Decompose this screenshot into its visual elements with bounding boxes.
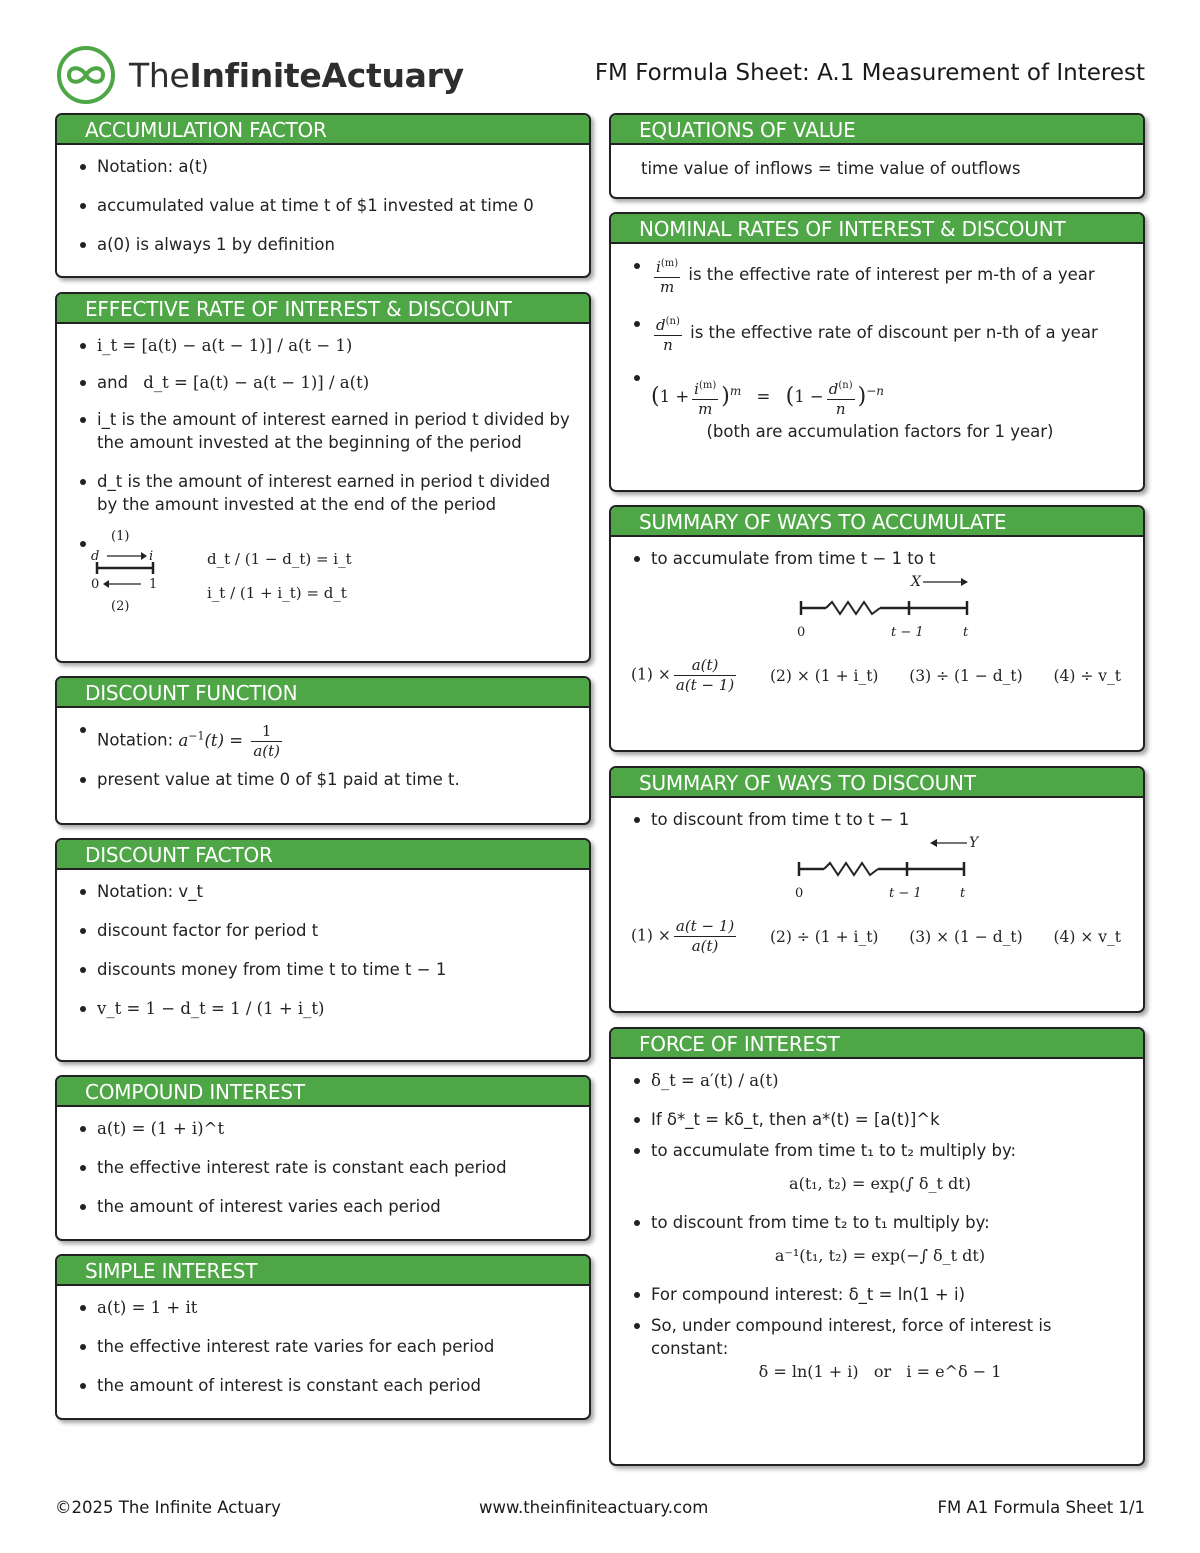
equations-of-value-card [609,113,1145,199]
list-item: the amount of interest is constant each period [77,1374,575,1397]
force-of-interest-card [609,1027,1145,1466]
list-item: the amount of interest varies each period [77,1195,575,1218]
nominal-rates-card [609,212,1145,492]
method-3: (3) ÷ (1 − d_t) [909,666,1023,685]
page-number: FM A1 Formula Sheet 1/1 [937,1498,1145,1517]
discount-factor-card [55,838,591,1062]
card-title: EQUATIONS OF VALUE [611,115,1143,145]
list-item: d_t is the amount of interest earned in period t divided by the amount invested at the end of the period [77,470,575,516]
nominal-interest-desc: is the effective rate of interest per m-th of a year [688,265,1095,284]
timeline-label-t: t [963,625,969,640]
method-1-fraction: $\frac{a(t)}{a(t - 1)}$ [675,656,735,694]
card-title: DISCOUNT FUNCTION [57,678,589,708]
timeline-label-t-1: t − 1 [891,625,924,640]
list-item: to accumulate from time t₁ to t₂ multiply by: [631,1139,1129,1162]
discount-methods [631,917,1129,956]
list-item [631,254,1129,296]
website-link[interactable]: www.theinfiniteactuary.com [479,1498,709,1517]
frac-i-m: $\frac{i^{(m)}}{m}$ [692,376,718,419]
discount-function-fraction: $\frac{1}{a(t)}$ [253,721,281,760]
card-title: NOMINAL RATES OF INTEREST & DISCOUNT [611,214,1143,244]
list-item: For compound interest: δ_t = ln(1 + i) [631,1283,1129,1306]
final-formula: δ = ln(1 + i) or i = e^δ − 1 [758,1362,1002,1381]
timeline-label-0: 0 [795,886,804,901]
relation-formulas [207,542,352,610]
summary-discount-card [609,766,1145,1013]
list-item: (1 + $\frac{i^{(m)}}{m}$ )$^m$ = (1 − $\frac{d^{(n)}}{n}$ )$^{-n}$ [631,366,1129,416]
diagram-label-2: (2) [111,599,130,614]
card-title: FORCE OF INTEREST [611,1029,1143,1059]
list-item: the effective interest rate is constant each period [77,1156,575,1179]
diagram-zero: 0 [91,577,100,592]
summary-accumulate-card [609,505,1145,752]
timeline-label-t-1: t − 1 [889,886,922,901]
list-item [77,334,575,357]
effective-rate-card [55,292,591,663]
method-1: (1) × $\frac{a(t)}{a(t - 1)}$ [631,656,735,694]
and-label: and [97,373,129,392]
list-item: to discount from time t to t − 1 [631,808,1129,831]
list-item: So, under compound interest, force of interest is constant: [631,1314,1129,1360]
timeline-label-0: 0 [797,625,806,640]
card-title: COMPOUND INTEREST [57,1077,589,1107]
list-item: to accumulate from time t − 1 to t [631,547,1129,570]
rate-conversion-diagram [89,526,179,618]
page-title: FM Formula Sheet: A.1 Measurement of Interest [594,60,1145,86]
page-header [55,40,1145,110]
diagram-i: i [149,549,154,564]
method-3: (3) × (1 − d_t) [909,927,1023,946]
frac-d-n: $\frac{d^{(n)}}{n}$ [827,376,855,419]
list-item: δ_t = a′(t) / a(t) [631,1069,1129,1092]
copyright: ©2025 The Infinite Actuary [55,1498,281,1517]
brand-logo [55,40,515,110]
method-1-fraction: $\frac{a(t - 1)}{a(t)}$ [675,917,735,955]
method-4: (4) × v_t [1053,927,1121,946]
diagram-d: d [91,549,100,564]
accumulate-timeline [631,568,1131,648]
discount-function-card [55,676,591,825]
nominal-interest-fraction: $\frac{i^{(m)}}{m}$ [654,254,680,297]
card-title: DISCOUNT FACTOR [57,840,589,870]
list-item: a(t) = 1 + it [77,1296,575,1319]
diagram-one: 1 [149,577,158,592]
relation-2: i_t / (1 + i_t) = d_t [207,584,347,602]
nominal-discount-desc: is the effective rate of discount per n-th of a year [690,323,1098,342]
notation-label: Notation: [97,730,174,750]
formula-d: d_t = [a(t) − a(t − 1)] / a(t) [143,373,370,392]
card-title: ACCUMULATION FACTOR [57,115,589,145]
discount-timeline [631,829,1131,909]
list-item: accumulated value at time t of $1 invested at time 0 [77,194,575,217]
card-title: EFFECTIVE RATE OF INTEREST & DISCOUNT [57,294,589,324]
accumulate-arrow-label: X [911,574,921,590]
relation-1: d_t / (1 − d_t) = i_t [207,550,352,568]
list-item: the effective interest rate varies for each period [77,1335,575,1358]
infinity-logo-icon [55,44,117,106]
diagram-label-1: (1) [111,529,130,544]
list-item: a(0) is always 1 by definition [77,233,575,256]
list-item [77,371,575,394]
card-title: SUMMARY OF WAYS TO DISCOUNT [611,768,1143,798]
list-item [631,312,1129,354]
nominal-equivalence-formula: ( [651,384,660,409]
list-item: v_t = 1 − d_t = 1 / (1 + i_t) [77,997,575,1020]
timeline-label-t: t [960,886,966,901]
accumulate-integral-formula: a(t₁, t₂) = exp(∫ δ_t dt) [789,1174,971,1193]
list-item: Notation: v_t [77,880,575,903]
list-item: discounts money from time t to time t − 1 [77,958,575,981]
discount-integral-formula: a⁻¹(t₁, t₂) = exp(−∫ δ_t dt) [774,1246,986,1265]
accumulation-factor-card [55,113,591,278]
list-item: discount factor for period t [77,919,575,942]
list-item: Notation: a(t) [77,155,575,178]
card-title: SUMMARY OF WAYS TO ACCUMULATE [611,507,1143,537]
list-item: a(t) = (1 + i)^t [77,1117,575,1140]
nominal-note: (both are accumulation factors for 1 year) [706,422,1054,441]
compound-interest-card [55,1075,591,1241]
discount-arrow-label: Y [969,835,979,851]
list-item: present value at time 0 of $1 paid at time t. [77,768,575,791]
formula-i: i_t = [a(t) − a(t − 1)] / a(t − 1) [97,336,353,355]
card-title: SIMPLE INTEREST [57,1256,589,1286]
nominal-discount-fraction: $\frac{d^{(n)}}{n}$ [654,312,682,355]
list-item: to discount from time t₂ to t₁ multiply by: [631,1211,1129,1234]
accumulate-methods [631,656,1129,695]
method-4: (4) ÷ v_t [1053,666,1121,685]
list-item: If δ*_t = kδ_t, then a*(t) = [a(t)]^k [631,1108,1129,1131]
relation-diagram-item [77,529,575,624]
method-2: (2) ÷ (1 + i_t) [769,927,879,946]
equations-of-value-text: time value of inflows = time value of outflows [641,159,1021,178]
method-2: (2) × (1 + i_t) [769,666,879,685]
list-item: i_t is the amount of interest earned in period t divided by the amount invested at the beginning of the period [77,408,575,454]
brand-name: TheInfiniteActuary [129,55,464,95]
method-1: (1) × $\frac{a(t - 1)}{a(t)}$ [631,917,735,955]
simple-interest-card [55,1254,591,1420]
list-item [77,718,575,760]
discount-function-symbol: $a^{-1}(t)$ = [178,729,244,750]
